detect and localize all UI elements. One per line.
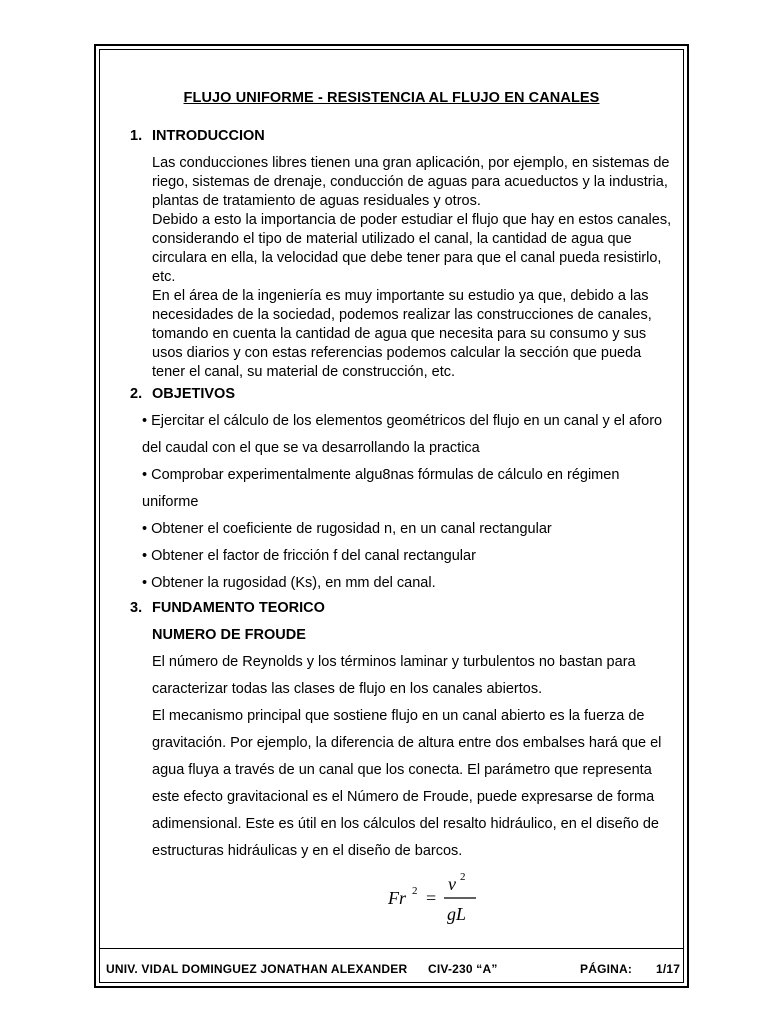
text-line: El número de Reynolds y los términos laminar y turbulentos no bastan para [152,654,636,670]
text-line: En el área de la ingeniería es muy importante su estudio ya que, debido a las [152,288,649,304]
text-line: tener el canal, su material de construcción, etc. [152,364,456,380]
section-1-heading [130,128,265,144]
section-2-heading [130,386,235,402]
section-number: 1. [130,128,143,144]
list-item: del caudal con el que se va desarrollando la practica [142,440,480,456]
list-item: • Obtener la rugosidad (Ks), en mm del canal. [142,575,436,591]
footer-page-label: PÁGINA: [580,962,633,976]
formula-numerator: v [448,874,456,894]
text-line: necesidades de la sociedad, podemos realizar las construcciones de canales, [152,307,652,323]
list-item: • Ejercitar el cálculo de los elementos geométricos del flujo en un canal y el aforo [142,413,663,429]
formula-numerator-exponent: 2 [460,871,466,883]
text-line: plantas de tratamiento de aguas residuales y otros. [152,193,481,209]
document-title: FLUJO UNIFORME - RESISTENCIA AL FLUJO EN CANALES [183,90,600,106]
formula-lhs-exponent: 2 [412,885,418,897]
text-line: considerando el tipo de material utilizado el canal, la cantidad de agua que [152,231,632,247]
text-line: adimensional. Este es útil en los cálculos del resalto hidráulico, en el diseño de [152,816,659,832]
froude-formula [384,868,504,930]
list-item: uniforme [142,494,199,510]
text-line: caracterizar todas las clases de flujo en los canales abiertos. [152,681,543,697]
text-line: riego, sistemas de drenaje, conducción de aguas para acueductos y la industria, [152,174,668,190]
froude-subheading: NUMERO DE FROUDE [152,627,306,643]
footer-author: UNIV. VIDAL DOMINGUEZ JONATHAN ALEXANDER [106,962,408,976]
text-line: este efecto gravitacional es el Número de Froude, puede expresarse de forma [152,789,655,805]
list-item: • Comprobar experimentalmente algu8nas fórmulas de cálculo en régimen [142,467,620,483]
text-line: gravitación. Por ejemplo, la diferencia de altura entre dos embalses hará que el [152,735,662,751]
text-line: circulara en ella, la velocidad que debe tener para que el canal pueda resistirlo, [152,250,662,266]
section-title: OBJETIVOS [152,386,235,402]
footer-course: CIV-230 “A” [428,962,498,976]
froude-paragraph [152,649,692,865]
intro-paragraph [152,154,697,382]
formula-denominator: gL [447,904,467,924]
text-line: Debido a esto la importancia de poder estudiar el flujo que hay en estos canales, [152,212,672,228]
section-number: 2. [130,386,143,402]
text-line: tomando en cuenta la cantidad de agua que necesita para su consumo y sus [152,326,647,342]
formula-equals: = [426,888,437,908]
section-title: FUNDAMENTO TEORICO [152,600,325,616]
list-item: • Obtener el factor de fricción f del canal rectangular [142,548,476,564]
list-item: • Obtener el coeficiente de rugosidad n, en un canal rectangular [142,521,552,537]
section-number: 3. [130,600,143,616]
objectives-list [142,408,702,597]
text-line: agua fluya a través de un canal que los conecta. El parámetro que representa [152,762,652,778]
section-title: INTRODUCCION [152,128,265,144]
footer-page-number: 1/17 [656,962,681,976]
formula-lhs: Fr [388,888,406,908]
text-line: El mecanismo principal que sostiene flujo en un canal abierto es la fuerza de [152,708,645,724]
text-line: usos diarios y con estas referencias podemos calcular la sección que pueda [152,345,642,361]
text-line: Las conducciones libres tienen una gran aplicación, por ejemplo, en sistemas de [152,155,670,171]
footer-divider [99,948,684,949]
text-line: etc. [152,269,176,285]
text-line: estructuras hidráulicas y en el diseño de barcos. [152,843,463,859]
section-3-heading [130,600,325,616]
